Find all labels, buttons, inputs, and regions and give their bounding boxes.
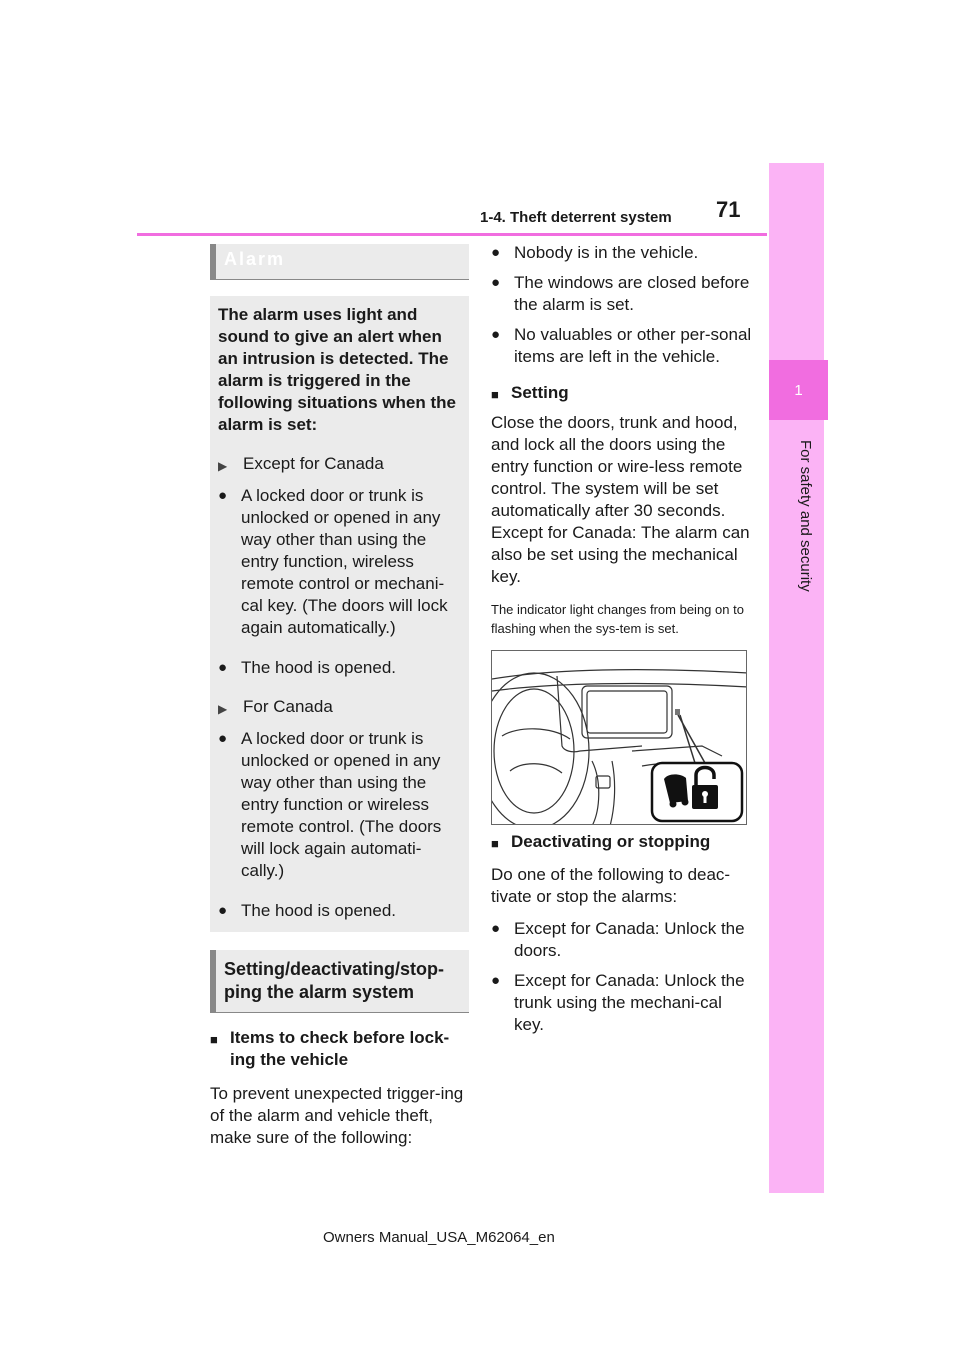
deactivate-intro: Do one of the following to deac-tivate or stop the alarms: — [491, 865, 731, 906]
page-number: 71 — [716, 197, 741, 222]
check-intro: To prevent unexpected trigger-ing of the alarm and vehicle theft, make sure of the following: — [210, 1084, 464, 1147]
bullet-icon: ● — [218, 902, 228, 919]
group-label-canada: ▶ For Canada — [218, 696, 461, 720]
list-item: ● Except for Canada: Unlock the doors. — [491, 919, 745, 960]
bullet-icon: ● — [491, 972, 501, 989]
alarm-intro: The alarm uses light and sound to give an alert when an intrusion is detected. The alarm is triggered in the following situations when the alarm is set: — [218, 305, 456, 434]
check-heading: ■ Items to check before lock-ing the vehicle — [210, 1028, 450, 1069]
indicator-note: The indicator light changes from being on to flashing when the sys-tem is set. — [491, 602, 744, 636]
list-item: ● The windows are closed before the alarm is set. — [491, 273, 750, 314]
list-item: ● No valuables or other per-sonal items are left in the vehicle. — [491, 325, 752, 366]
section-title: 1-4. Theft deterrent system — [480, 209, 672, 226]
alarm-info-box — [210, 296, 469, 932]
setting-text: Close the doors, trunk and hood, and lock all the doors using the entry function or wire-less remote control. The system will be set automatically after 30 seconds. — [491, 413, 743, 520]
dashboard-drawing — [492, 651, 747, 825]
setting-section-heading: Setting/deactivating/stop-ping the alarm system — [210, 950, 469, 1013]
bullet-icon: ● — [491, 244, 501, 261]
list-item: ● Except for Canada: Unlock the trunk using the mechani-cal key. — [491, 971, 745, 1034]
left-column — [210, 244, 469, 1149]
alarm-heading: Alarm — [210, 244, 469, 280]
setting-text-canada: Except for Canada: The alarm can also be set using the mechanical key. — [491, 523, 750, 586]
list-item: ● A locked door or trunk is unlocked or opened in any way other than using the entry function or wireless remote control. (The doors will lock again automati-cally.) — [218, 729, 442, 880]
triangle-arrow-icon: ▶ — [218, 702, 228, 716]
indicator-light — [675, 709, 680, 715]
chapter-number: 1 — [769, 360, 828, 420]
chapter-label: For safety and security — [797, 440, 814, 592]
dashboard-illustration — [491, 650, 747, 825]
bullet-icon: ● — [218, 659, 228, 676]
square-bullet-icon: ■ — [210, 1032, 218, 1047]
list-item: ● The hood is opened. — [218, 658, 397, 677]
triangle-arrow-icon: ▶ — [218, 459, 228, 473]
bullet-icon: ● — [491, 326, 501, 343]
right-column — [491, 242, 753, 1036]
bullet-icon: ● — [491, 920, 501, 937]
chapter-side-tab — [769, 163, 824, 1193]
list-item: ● The hood is opened. — [218, 901, 397, 920]
list-item: ● Nobody is in the vehicle. — [491, 243, 699, 262]
bullet-icon: ● — [218, 487, 228, 504]
header-rule — [137, 233, 767, 236]
square-bullet-icon: ■ — [491, 836, 499, 851]
setting-heading: ■ Setting — [491, 382, 753, 406]
bullet-icon: ● — [218, 730, 228, 747]
bullet-icon: ● — [491, 274, 501, 291]
deactivate-heading: ■ Deactivating or stopping — [491, 831, 753, 855]
group-label-except-canada: ▶ Except for Canada — [218, 453, 461, 477]
footer-text: Owners Manual_USA_M62064_en — [323, 1229, 555, 1246]
square-bullet-icon: ■ — [491, 387, 499, 402]
list-item: ● A locked door or trunk is unlocked or opened in any way other than using the entry function, wireless remote control or mechani-cal key. (The doors will lock again automatically.) — [218, 486, 448, 637]
